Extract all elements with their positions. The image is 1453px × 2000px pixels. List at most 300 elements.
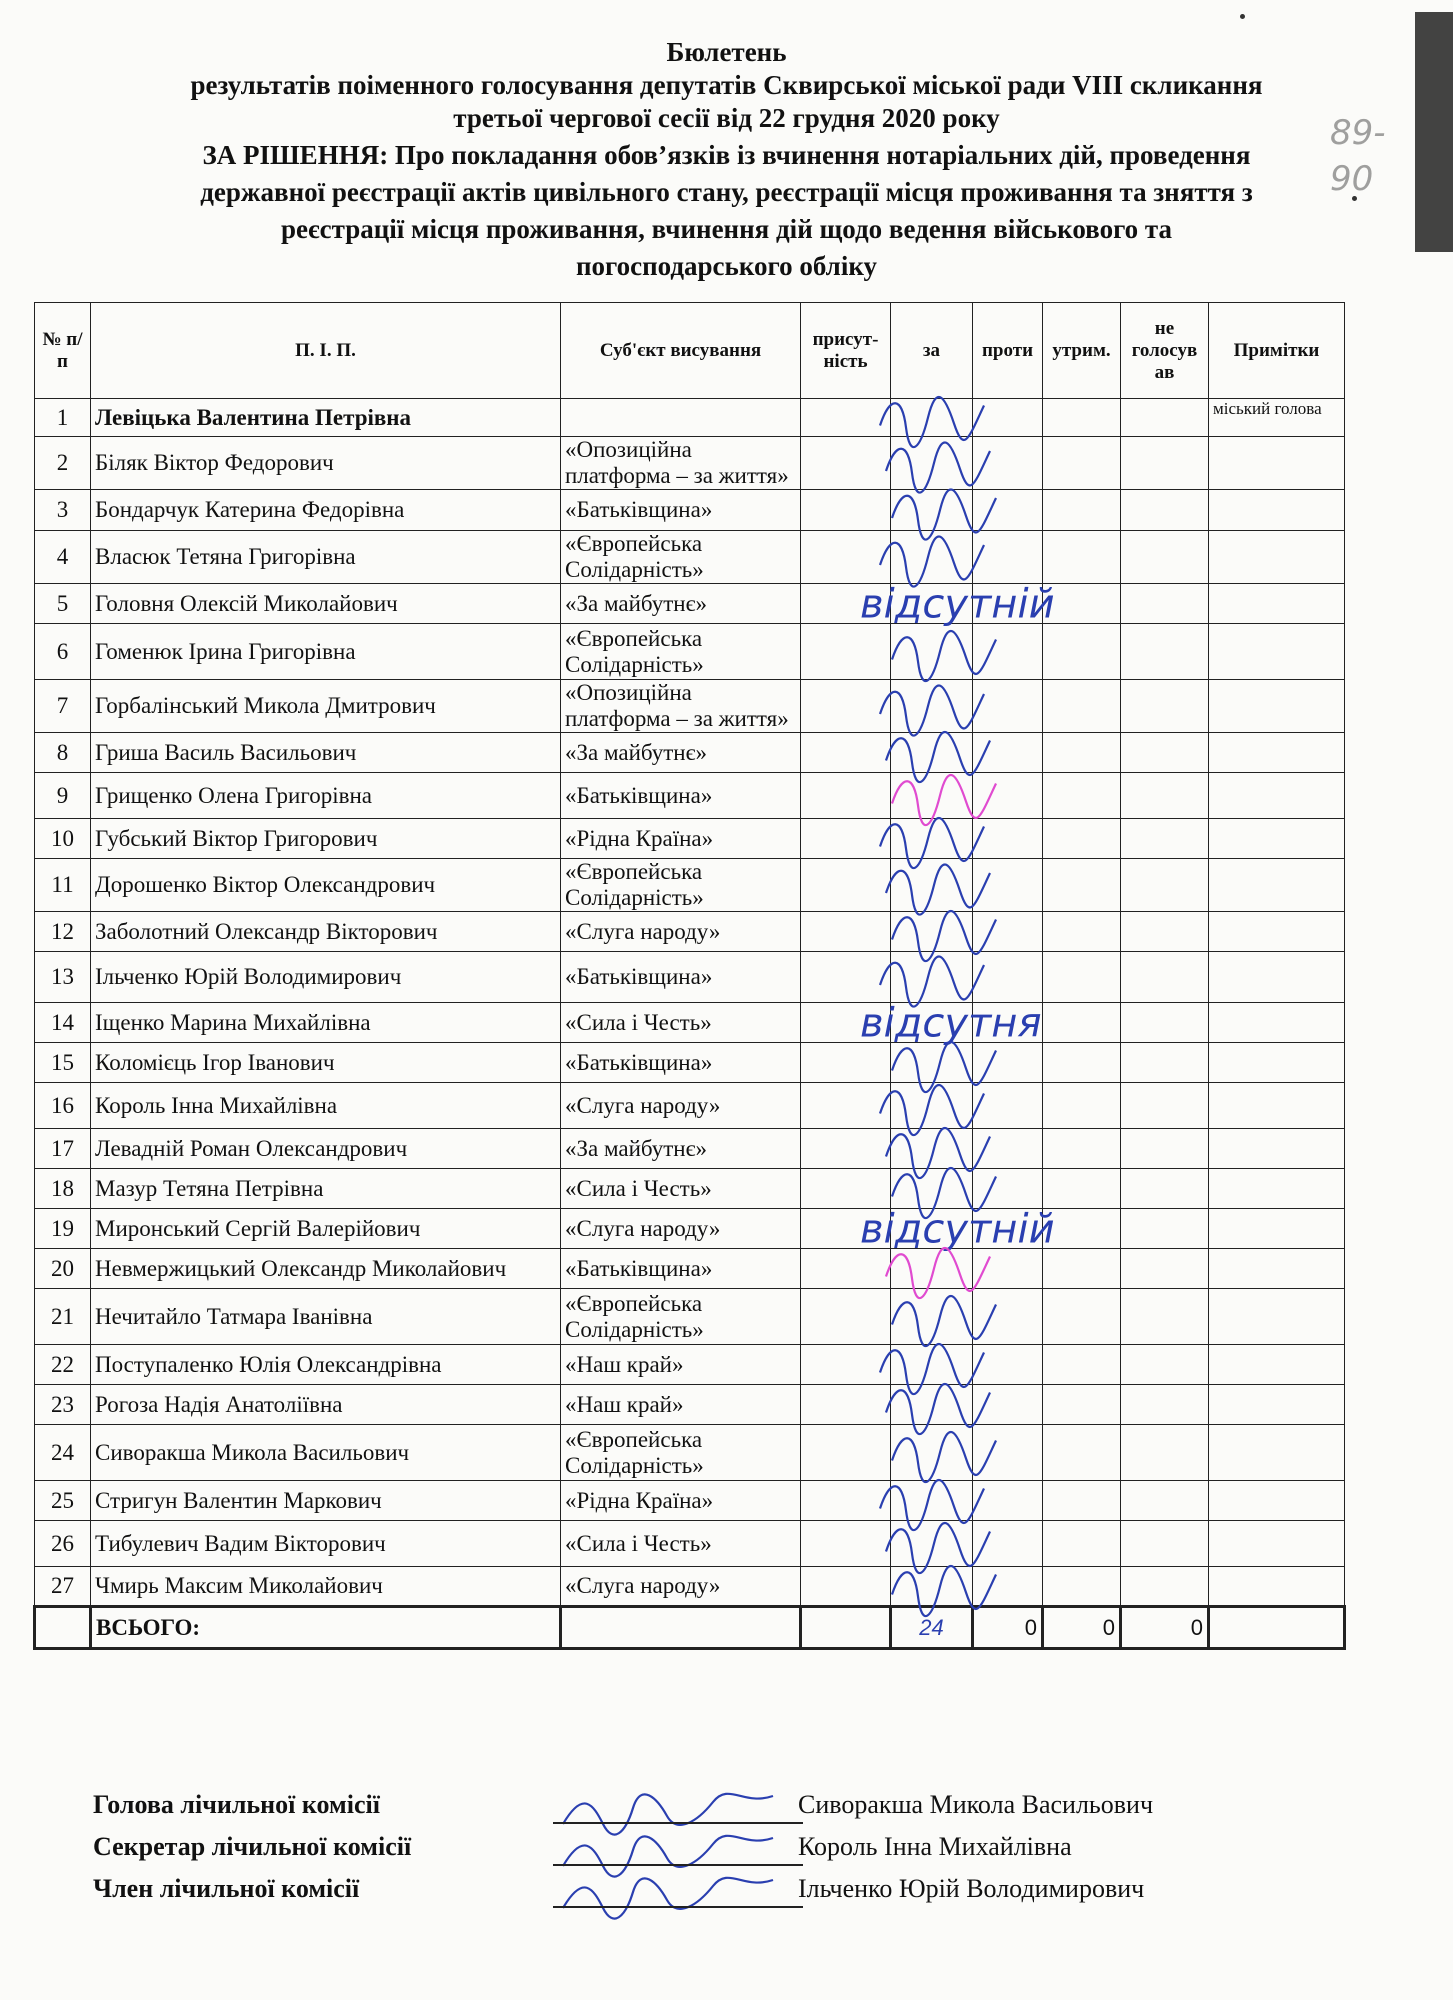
- col-for: за: [891, 303, 973, 399]
- row-number: 7: [35, 680, 91, 733]
- deputy-name: Левадній Роман Олександрович: [91, 1129, 561, 1169]
- deputy-name: Нечитайло Татмара Іванівна: [91, 1289, 561, 1345]
- for-cell: [891, 1043, 973, 1083]
- voting-table: [33, 302, 1346, 1650]
- row-number: 13: [35, 952, 91, 1003]
- for-cell: [891, 584, 973, 624]
- nominating-party: «Сила і Честь»: [561, 1003, 801, 1043]
- col-number: № п/п: [35, 303, 91, 399]
- present-cell: [801, 1129, 891, 1169]
- against-cell: [973, 490, 1043, 531]
- against-cell: [973, 1209, 1043, 1249]
- nominating-party: «Європейська Солідарність»: [561, 1425, 801, 1481]
- note-cell: [1209, 859, 1345, 912]
- note-cell: [1209, 1209, 1345, 1249]
- abstain-cell: [1043, 912, 1121, 952]
- for-cell: [891, 1521, 973, 1567]
- nominating-party: [561, 399, 801, 437]
- table-row: [35, 584, 1345, 624]
- table-row: [35, 733, 1345, 773]
- row-number: 1: [35, 399, 91, 437]
- nominating-party: «Наш край»: [561, 1385, 801, 1425]
- table-row: [35, 1385, 1345, 1425]
- deputy-name: Грищенко Олена Григорівна: [91, 773, 561, 819]
- row-number: 11: [35, 859, 91, 912]
- abstain-cell: [1043, 1249, 1121, 1289]
- note-cell: [1209, 773, 1345, 819]
- against-cell: [973, 1169, 1043, 1209]
- table-row: [35, 1567, 1345, 1607]
- signature-line: [553, 1906, 803, 1908]
- present-cell: [801, 624, 891, 680]
- for-cell: [891, 773, 973, 819]
- for-cell: [891, 1345, 973, 1385]
- abstain-cell: [1043, 1481, 1121, 1521]
- row-number: 10: [35, 819, 91, 859]
- nominating-party: «Опозиційна платформа – за життя»: [561, 437, 801, 490]
- note-cell: [1209, 1481, 1345, 1521]
- total-present: [801, 1607, 891, 1649]
- table-row: [35, 1043, 1345, 1083]
- note-cell: [1209, 1345, 1345, 1385]
- for-cell: [891, 437, 973, 490]
- deputy-name: Миронський Сергій Валерійович: [91, 1209, 561, 1249]
- abstain-cell: [1043, 1003, 1121, 1043]
- table-row: [35, 1425, 1345, 1481]
- col-not-voted: не голосув ав: [1121, 303, 1209, 399]
- chair-row: [93, 1790, 1353, 1832]
- against-cell: [973, 1249, 1043, 1289]
- deputy-name: Невмержицький Олександр Миколайович: [91, 1249, 561, 1289]
- margin-page-note: 89- 90: [1330, 113, 1386, 199]
- nominating-party: «Європейська Солідарність»: [561, 531, 801, 584]
- against-cell: [973, 1289, 1043, 1345]
- row-number: 26: [35, 1521, 91, 1567]
- against-cell: [973, 399, 1043, 437]
- abstain-cell: [1043, 1567, 1121, 1607]
- note-cell: [1209, 1249, 1345, 1289]
- nominating-party: «Слуга народу»: [561, 1567, 801, 1607]
- against-cell: [973, 1481, 1043, 1521]
- not-voted-cell: [1121, 1289, 1209, 1345]
- abstain-cell: [1043, 819, 1121, 859]
- note-cell: [1209, 1289, 1345, 1345]
- present-cell: [801, 584, 891, 624]
- table-row: [35, 490, 1345, 531]
- not-voted-cell: [1121, 773, 1209, 819]
- present-cell: [801, 912, 891, 952]
- total-for: 24: [891, 1607, 973, 1649]
- for-cell: [891, 1169, 973, 1209]
- signature-line: [553, 1864, 803, 1866]
- for-cell: [891, 859, 973, 912]
- document-header: [0, 36, 1453, 285]
- not-voted-cell: [1121, 1129, 1209, 1169]
- deputy-name: Поступаленко Юлія Олександрівна: [91, 1345, 561, 1385]
- col-against: проти: [973, 303, 1043, 399]
- table-header-row: [35, 303, 1345, 399]
- against-cell: [973, 1567, 1043, 1607]
- against-cell: [973, 819, 1043, 859]
- against-cell: [973, 912, 1043, 952]
- for-cell: [891, 1385, 973, 1425]
- note-cell: [1209, 490, 1345, 531]
- present-cell: [801, 1521, 891, 1567]
- present-cell: [801, 819, 891, 859]
- nominating-party: «Батьківщина»: [561, 490, 801, 531]
- member-row: [93, 1874, 1353, 1916]
- abstain-cell: [1043, 531, 1121, 584]
- table-row: [35, 912, 1345, 952]
- nominating-party: «Рідна Країна»: [561, 819, 801, 859]
- deputy-name: Рогоза Надія Анатоліївна: [91, 1385, 561, 1425]
- deputy-name: Чмирь Максим Миколайович: [91, 1567, 561, 1607]
- present-cell: [801, 1003, 891, 1043]
- row-number: 20: [35, 1249, 91, 1289]
- row-number: 23: [35, 1385, 91, 1425]
- table-row: [35, 819, 1345, 859]
- nominating-party: «Європейська Солідарність»: [561, 1289, 801, 1345]
- note-cell: [1209, 1385, 1345, 1425]
- nominating-party: «За майбутнє»: [561, 1129, 801, 1169]
- decision-title: ЗА РІШЕННЯ: Про покладання обов’язків із вчинення нотаріальних дій, проведення державної реєстрації актів цивільного стану, реєстрації місця проживання та зняття з реєстрації місця проживання, вчинення дій щодо ведення військового та погосподарського обліку: [200, 140, 1253, 281]
- deputy-name: Бондарчук Катерина Федорівна: [91, 490, 561, 531]
- not-voted-cell: [1121, 399, 1209, 437]
- for-cell: [891, 1425, 973, 1481]
- not-voted-cell: [1121, 1043, 1209, 1083]
- note-cell: [1209, 819, 1345, 859]
- deputy-name: Гриша Василь Васильович: [91, 733, 561, 773]
- abstain-cell: [1043, 1345, 1121, 1385]
- for-cell: [891, 1129, 973, 1169]
- abstain-cell: [1043, 1169, 1121, 1209]
- deputy-name: Король Інна Михайлівна: [91, 1083, 561, 1129]
- abstain-cell: [1043, 1289, 1121, 1345]
- table-row: [35, 1129, 1345, 1169]
- absent-handwritten-note: відсутній: [860, 1206, 1055, 1253]
- row-number: 21: [35, 1289, 91, 1345]
- scan-dot: [1240, 14, 1245, 19]
- row-number: 24: [35, 1425, 91, 1481]
- row-number: 25: [35, 1481, 91, 1521]
- not-voted-cell: [1121, 584, 1209, 624]
- present-cell: [801, 1289, 891, 1345]
- for-cell: [891, 819, 973, 859]
- absent-handwritten-note: відсутній: [860, 581, 1055, 628]
- table-row: [35, 952, 1345, 1003]
- not-voted-cell: [1121, 1083, 1209, 1129]
- for-cell: [891, 1083, 973, 1129]
- against-cell: [973, 733, 1043, 773]
- nominating-party: «Слуга народу»: [561, 1083, 801, 1129]
- not-voted-cell: [1121, 1249, 1209, 1289]
- not-voted-cell: [1121, 490, 1209, 531]
- for-cell: [891, 1289, 973, 1345]
- present-cell: [801, 1425, 891, 1481]
- note-cell: [1209, 624, 1345, 680]
- present-cell: [801, 1209, 891, 1249]
- table-row: [35, 437, 1345, 490]
- against-cell: [973, 1129, 1043, 1169]
- row-number: 2: [35, 437, 91, 490]
- nominating-party: «Наш край»: [561, 1345, 801, 1385]
- note-cell: [1209, 1129, 1345, 1169]
- abstain-cell: [1043, 399, 1121, 437]
- against-cell: [973, 1083, 1043, 1129]
- row-number: 27: [35, 1567, 91, 1607]
- row-number: 5: [35, 584, 91, 624]
- note-cell: [1209, 1043, 1345, 1083]
- deputy-name: Тибулевич Вадим Вікторович: [91, 1521, 561, 1567]
- nominating-party: «Опозиційна платформа – за життя»: [561, 680, 801, 733]
- table-row: [35, 531, 1345, 584]
- row-number: 3: [35, 490, 91, 531]
- deputy-name: Коломієць Ігор Іванович: [91, 1043, 561, 1083]
- member-name: Ільченко Юрій Володимирович: [798, 1874, 1145, 1903]
- present-cell: [801, 1083, 891, 1129]
- signature-line: [553, 1822, 803, 1824]
- table-row: [35, 859, 1345, 912]
- deputy-name: Губський Віктор Григорович: [91, 819, 561, 859]
- against-cell: [973, 531, 1043, 584]
- note-cell: [1209, 1425, 1345, 1481]
- not-voted-cell: [1121, 819, 1209, 859]
- table-row: [35, 624, 1345, 680]
- nominating-party: «Сила і Честь»: [561, 1521, 801, 1567]
- note-cell: [1209, 912, 1345, 952]
- member-role: Член лічильної комісії: [93, 1874, 360, 1903]
- for-cell: [891, 1209, 973, 1249]
- against-cell: [973, 859, 1043, 912]
- deputy-name: Гоменюк Ірина Григорівна: [91, 624, 561, 680]
- row-number: 22: [35, 1345, 91, 1385]
- abstain-cell: [1043, 680, 1121, 733]
- row-number: 8: [35, 733, 91, 773]
- row-number: 4: [35, 531, 91, 584]
- deputy-name: Ільченко Юрій Володимирович: [91, 952, 561, 1003]
- abstain-cell: [1043, 1083, 1121, 1129]
- abstain-cell: [1043, 733, 1121, 773]
- not-voted-cell: [1121, 624, 1209, 680]
- against-cell: [973, 1043, 1043, 1083]
- document-title: Бюлетень: [666, 37, 787, 67]
- commission-signatures: [93, 1790, 1353, 1916]
- against-cell: [973, 584, 1043, 624]
- note-cell: міський голова: [1209, 399, 1345, 437]
- table-row: [35, 1083, 1345, 1129]
- present-cell: [801, 773, 891, 819]
- chair-name: Сиворакша Микола Васильович: [798, 1790, 1154, 1819]
- note-cell: [1209, 584, 1345, 624]
- note-cell: [1209, 1567, 1345, 1607]
- deputy-name: Стригун Валентин Маркович: [91, 1481, 561, 1521]
- not-voted-cell: [1121, 1003, 1209, 1043]
- chair-role: Голова лічильної комісії: [93, 1790, 380, 1819]
- against-cell: [973, 773, 1043, 819]
- deputy-name: Дорошенко Віктор Олександрович: [91, 859, 561, 912]
- present-cell: [801, 399, 891, 437]
- row-number: 9: [35, 773, 91, 819]
- deputy-name: Мазур Тетяна Петрівна: [91, 1169, 561, 1209]
- not-voted-cell: [1121, 859, 1209, 912]
- present-cell: [801, 1169, 891, 1209]
- abstain-cell: [1043, 952, 1121, 1003]
- row-number: 15: [35, 1043, 91, 1083]
- for-cell: [891, 1567, 973, 1607]
- against-cell: [973, 437, 1043, 490]
- table-row: [35, 1209, 1345, 1249]
- not-voted-cell: [1121, 1209, 1209, 1249]
- not-voted-cell: [1121, 1385, 1209, 1425]
- present-cell: [801, 859, 891, 912]
- for-cell: [891, 1481, 973, 1521]
- abstain-cell: [1043, 490, 1121, 531]
- against-cell: [973, 1003, 1043, 1043]
- present-cell: [801, 1385, 891, 1425]
- row-number: 14: [35, 1003, 91, 1043]
- for-cell: [891, 952, 973, 1003]
- total-row: [35, 1607, 1345, 1649]
- abstain-cell: [1043, 584, 1121, 624]
- table-row: [35, 399, 1345, 437]
- not-voted-cell: [1121, 1425, 1209, 1481]
- deputy-name: Іщенко Марина Михайлівна: [91, 1003, 561, 1043]
- against-cell: [973, 680, 1043, 733]
- note-cell: [1209, 680, 1345, 733]
- secretary-row: [93, 1832, 1353, 1874]
- nominating-party: «Європейська Солідарність»: [561, 859, 801, 912]
- table-row: [35, 1521, 1345, 1567]
- row-number: 16: [35, 1083, 91, 1129]
- col-party: Суб'єкт висування: [561, 303, 801, 399]
- abstain-cell: [1043, 1385, 1121, 1425]
- present-cell: [801, 531, 891, 584]
- row-number: 17: [35, 1129, 91, 1169]
- against-cell: [973, 1385, 1043, 1425]
- note-cell: [1209, 1169, 1345, 1209]
- nominating-party: «Сила і Честь»: [561, 1169, 801, 1209]
- document-subtitle: результатів поіменного голосування депутатів Сквирської міської ради VIII скликання: [190, 70, 1263, 100]
- row-number: 19: [35, 1209, 91, 1249]
- deputy-name: Сиворакша Микола Васильович: [91, 1425, 561, 1481]
- row-number: 6: [35, 624, 91, 680]
- for-cell: [891, 1249, 973, 1289]
- not-voted-cell: [1121, 531, 1209, 584]
- abstain-cell: [1043, 1521, 1121, 1567]
- table-row: [35, 1289, 1345, 1345]
- present-cell: [801, 1043, 891, 1083]
- deputy-name: Заболотний Олександр Вікторович: [91, 912, 561, 952]
- against-cell: [973, 1345, 1043, 1385]
- note-cell: [1209, 952, 1345, 1003]
- note-cell: [1209, 437, 1345, 490]
- table-row: [35, 680, 1345, 733]
- abstain-cell: [1043, 624, 1121, 680]
- note-cell: [1209, 531, 1345, 584]
- for-cell: [891, 624, 973, 680]
- note-cell: [1209, 1521, 1345, 1567]
- deputy-name: Головня Олексій Миколайович: [91, 584, 561, 624]
- col-notes: Примітки: [1209, 303, 1345, 399]
- total-against: 0: [973, 1607, 1043, 1649]
- not-voted-cell: [1121, 1345, 1209, 1385]
- nominating-party: «Рідна Країна»: [561, 1481, 801, 1521]
- deputy-name: Власюк Тетяна Григорівна: [91, 531, 561, 584]
- abstain-cell: [1043, 859, 1121, 912]
- abstain-cell: [1043, 437, 1121, 490]
- session-line: третьої чергової сесії від 22 грудня 2020 року: [453, 103, 1000, 133]
- total-abstain: 0: [1043, 1607, 1121, 1649]
- nominating-party: «Батьківщина»: [561, 952, 801, 1003]
- abstain-cell: [1043, 773, 1121, 819]
- not-voted-cell: [1121, 1521, 1209, 1567]
- nominating-party: «Батьківщина»: [561, 1249, 801, 1289]
- present-cell: [801, 952, 891, 1003]
- note-cell: [1209, 1083, 1345, 1129]
- present-cell: [801, 680, 891, 733]
- row-number: 18: [35, 1169, 91, 1209]
- not-voted-cell: [1121, 680, 1209, 733]
- secretary-role: Секретар лічильної комісії: [93, 1832, 412, 1861]
- present-cell: [801, 1567, 891, 1607]
- deputy-name: Левіцька Валентина Петрівна: [91, 399, 561, 437]
- nominating-party: «Слуга народу»: [561, 912, 801, 952]
- nominating-party: «За майбутнє»: [561, 733, 801, 773]
- col-name: П. І. П.: [91, 303, 561, 399]
- nominating-party: «Європейська Солідарність»: [561, 624, 801, 680]
- for-cell: [891, 399, 973, 437]
- for-cell: [891, 680, 973, 733]
- note-cell: [1209, 1003, 1345, 1043]
- not-voted-cell: [1121, 733, 1209, 773]
- note-cell: [1209, 733, 1345, 773]
- against-cell: [973, 1425, 1043, 1481]
- abstain-cell: [1043, 1425, 1121, 1481]
- table-row: [35, 1345, 1345, 1385]
- for-cell: [891, 912, 973, 952]
- col-abstain: утрим.: [1043, 303, 1121, 399]
- not-voted-cell: [1121, 1567, 1209, 1607]
- not-voted-cell: [1121, 437, 1209, 490]
- nominating-party: «Слуга народу»: [561, 1209, 801, 1249]
- present-cell: [801, 437, 891, 490]
- secretary-name: Король Інна Михайлівна: [798, 1832, 1072, 1861]
- nominating-party: «За майбутнє»: [561, 584, 801, 624]
- table-row: [35, 1249, 1345, 1289]
- not-voted-cell: [1121, 912, 1209, 952]
- for-cell: [891, 490, 973, 531]
- table-row: [35, 1003, 1345, 1043]
- not-voted-cell: [1121, 1169, 1209, 1209]
- table-row: [35, 773, 1345, 819]
- present-cell: [801, 490, 891, 531]
- table-row: [35, 1481, 1345, 1521]
- for-cell: [891, 531, 973, 584]
- nominating-party: «Батьківщина»: [561, 1043, 801, 1083]
- against-cell: [973, 1521, 1043, 1567]
- abstain-cell: [1043, 1209, 1121, 1249]
- for-cell: [891, 733, 973, 773]
- table-row: [35, 1169, 1345, 1209]
- total-not-voted: 0: [1121, 1607, 1209, 1649]
- deputy-name: Біляк Віктор Федорович: [91, 437, 561, 490]
- against-cell: [973, 952, 1043, 1003]
- absent-handwritten-note: відсутня: [860, 1000, 1042, 1047]
- not-voted-cell: [1121, 952, 1209, 1003]
- present-cell: [801, 1345, 891, 1385]
- present-cell: [801, 1249, 891, 1289]
- present-cell: [801, 1481, 891, 1521]
